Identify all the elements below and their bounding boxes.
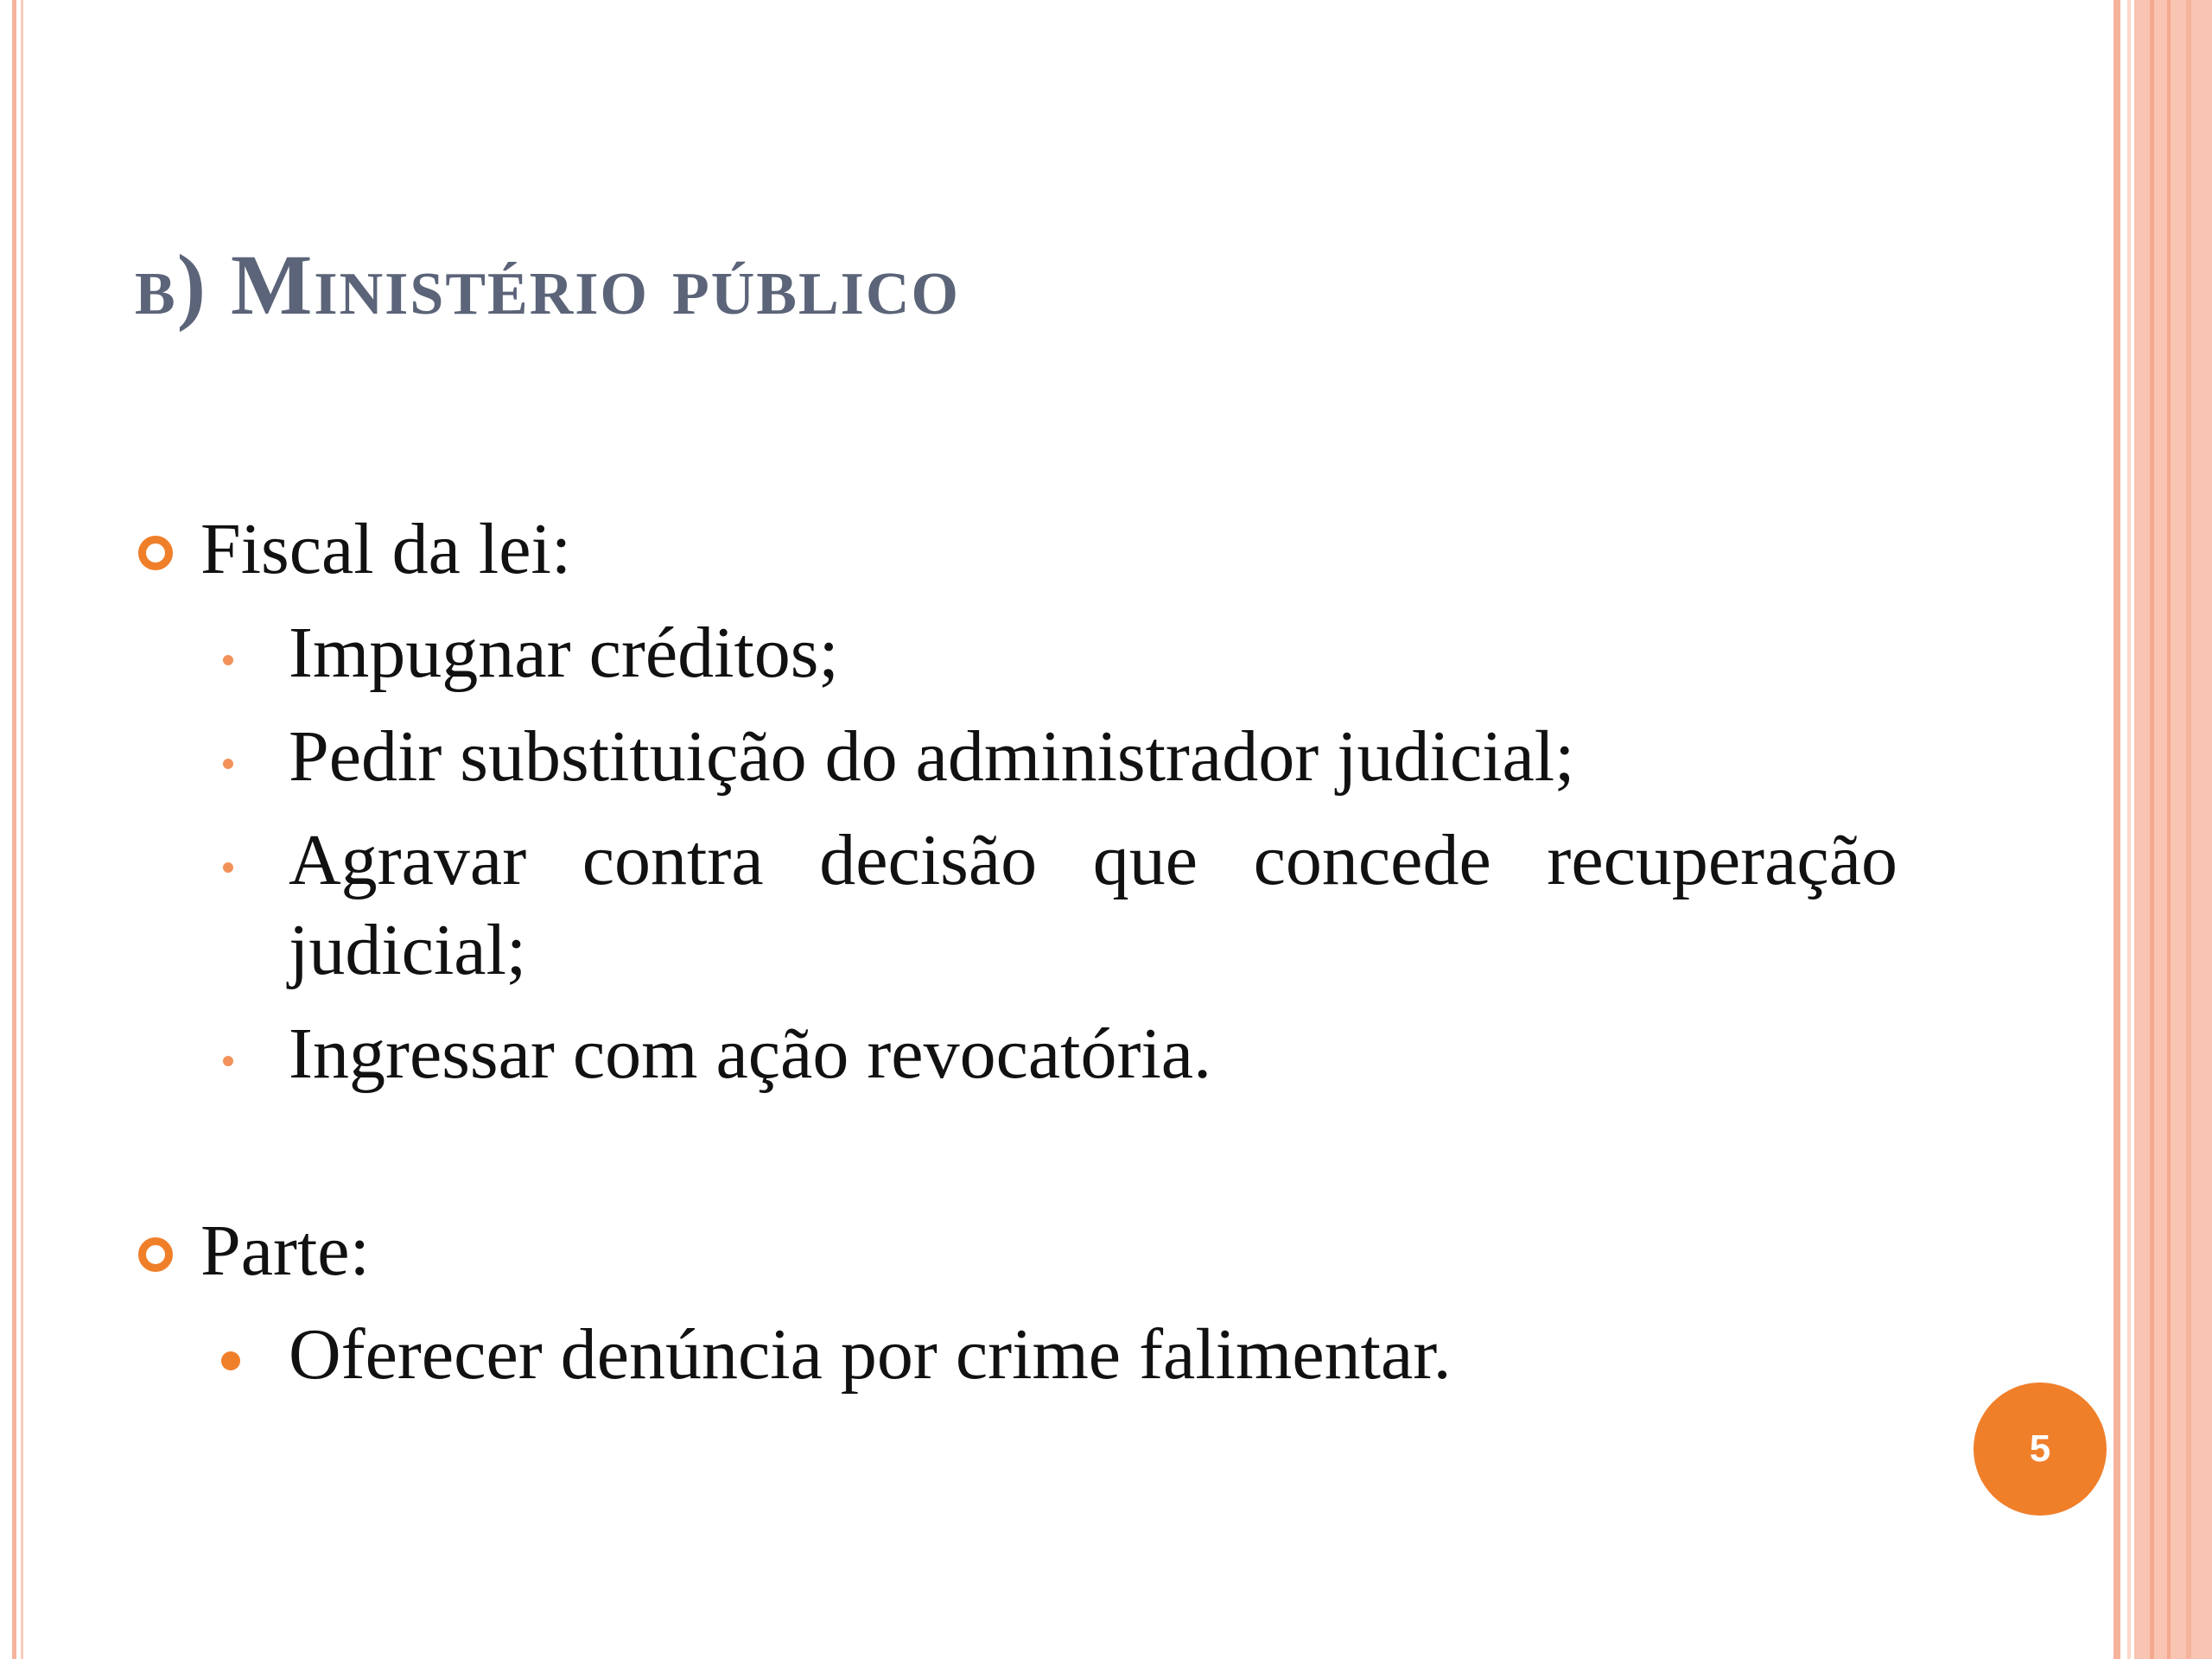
- list-item-text: Pedir substituição do administrador judicial;: [289, 716, 1575, 797]
- section-label: Fiscal da lei:: [200, 509, 572, 589]
- page-number-badge: 5: [1974, 1382, 2107, 1516]
- list-item: [135, 1009, 1897, 1099]
- right-border-line: [2150, 0, 2154, 1659]
- list-item: [135, 608, 1897, 698]
- right-border-band: [2134, 0, 2212, 1659]
- right-border-line: [2127, 0, 2131, 1659]
- list-item-text: Agravar contra decisão que concede recuperação judicial;: [289, 820, 1897, 990]
- left-border-line: [21, 0, 23, 1659]
- list-item-text: Oferecer denúncia por crime falimentar.: [289, 1314, 1452, 1395]
- left-border-line: [12, 0, 16, 1659]
- list-item-text: Impugnar créditos;: [289, 613, 839, 693]
- dot-bullet-icon: [223, 1056, 233, 1066]
- list-item: [135, 1310, 1897, 1400]
- dot-bullet-icon: [223, 862, 233, 873]
- section-label: Parte:: [200, 1211, 370, 1291]
- right-border-line: [2186, 0, 2191, 1659]
- list-item-text: Ingressar com ação revocatória.: [289, 1014, 1212, 1094]
- dot-bullet-icon: [223, 759, 233, 769]
- dot-bullet-icon: [223, 655, 233, 665]
- right-border-line: [2167, 0, 2171, 1659]
- list-item: [135, 816, 1897, 995]
- slide-content: [135, 501, 1897, 1400]
- right-border-line: [2113, 0, 2120, 1659]
- slide-title: b) Ministério público: [135, 237, 960, 333]
- list-item: [135, 712, 1897, 802]
- dot-bullet-icon: [221, 1351, 240, 1370]
- ring-bullet-icon: [138, 536, 173, 570]
- section-heading: [135, 501, 1897, 598]
- section-heading: [135, 1203, 1897, 1300]
- ring-bullet-icon: [138, 1237, 173, 1272]
